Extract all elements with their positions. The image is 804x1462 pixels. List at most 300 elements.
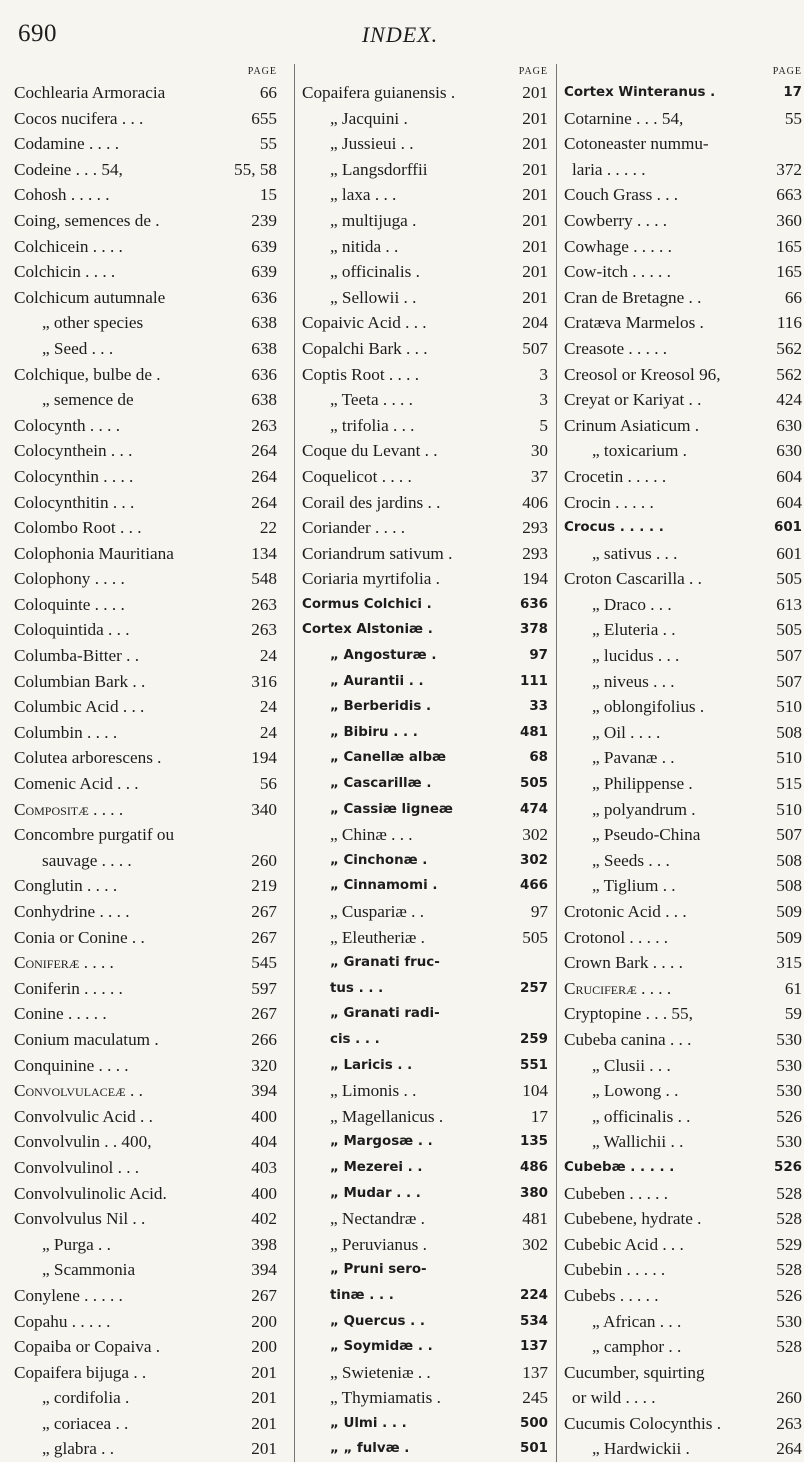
- entry-page-number: 394: [251, 1260, 277, 1280]
- entry-term: Cucumber, squirting: [564, 1362, 705, 1382]
- entry-term: „ Swieteniæ . .: [330, 1362, 431, 1382]
- entry-term: „ camphor . .: [592, 1337, 682, 1357]
- index-entry: [14, 490, 279, 516]
- entry-term: „ Scammonia: [42, 1260, 136, 1280]
- entry-page-number: 17: [783, 85, 802, 100]
- index-entry: [14, 643, 279, 669]
- entry-term: Colchicein . . . .: [14, 236, 123, 256]
- entry-page-number: 400: [251, 1183, 277, 1203]
- index-entry: [14, 950, 279, 976]
- entry-term: Colophonia Mauritiana: [14, 543, 174, 563]
- entry-term: Colchicin . . . .: [14, 262, 116, 282]
- entry-page-number: 320: [251, 1055, 277, 1075]
- entry-page-number: 530: [776, 1132, 802, 1152]
- index-entry: [302, 771, 550, 797]
- index-entry: [564, 1232, 804, 1258]
- entry-page-number: 638: [251, 338, 277, 358]
- page-number: 690: [18, 20, 57, 47]
- entry-term: „ Limonis . .: [330, 1081, 417, 1101]
- entry-term: „ Draco . . .: [592, 594, 672, 614]
- index-entry: [564, 848, 804, 874]
- entry-page-number: 515: [776, 774, 802, 794]
- index-entry: [14, 669, 279, 695]
- entry-page-number: 24: [259, 697, 277, 717]
- entry-page-number: 264: [251, 492, 277, 512]
- index-column-3: [556, 64, 804, 1462]
- entry-page-number: 55: [784, 108, 802, 128]
- entry-page-number: 481: [520, 724, 548, 740]
- index-entry: [302, 1027, 550, 1053]
- entry-page-number: 639: [251, 236, 277, 256]
- entry-page-number: 30: [530, 441, 548, 461]
- index-entry: [302, 1257, 550, 1283]
- index-entry: [14, 1181, 279, 1207]
- entry-page-number: 204: [522, 313, 548, 333]
- entry-page-number: 24: [259, 646, 277, 666]
- entry-term: Columba-Bitter . .: [14, 646, 140, 666]
- entry-page-number: 257: [520, 980, 548, 996]
- entry-term: tus . . .: [330, 980, 384, 996]
- entry-page-number: 267: [251, 902, 277, 921]
- index-entry: [302, 899, 550, 925]
- index-entry: [14, 541, 279, 567]
- entry-term: Crocin . . . . .: [564, 492, 654, 512]
- index-entry: [564, 822, 804, 848]
- index-entry: [14, 873, 279, 899]
- index-entry: [14, 1001, 279, 1027]
- entry-term: „ Purga . .: [42, 1234, 111, 1254]
- entry-term: „ semence de: [42, 390, 134, 410]
- entry-term: „ Granati radi-: [330, 1006, 440, 1022]
- entry-page-number: 56: [259, 774, 277, 794]
- index-entry: [564, 310, 804, 336]
- index-entry: [302, 490, 550, 516]
- entry-page-number: 501: [520, 1441, 548, 1457]
- entry-page-number: 259: [520, 1031, 548, 1047]
- entry-page-number: 302: [522, 1234, 548, 1254]
- entry-term: Coquelicot . . . .: [302, 466, 412, 486]
- index-entry: [14, 1385, 279, 1411]
- entry-page-number: 264: [776, 1439, 802, 1459]
- index-entry: [14, 566, 279, 592]
- index-entry: [564, 566, 804, 592]
- entry-page-number: 201: [522, 159, 548, 179]
- index-entry: [14, 771, 279, 797]
- index-entry: [302, 234, 550, 260]
- entry-page-number: 534: [520, 1313, 548, 1329]
- entry-page-number: 137: [522, 1362, 548, 1382]
- entry-term: „ cordifolia .: [42, 1388, 130, 1408]
- entry-term: Coniferin . . . . .: [14, 978, 123, 998]
- entry-term: „ Mudar . . .: [330, 1185, 421, 1201]
- entry-page-number: 466: [520, 878, 548, 894]
- entry-term: Cubebic Acid . . .: [564, 1234, 684, 1254]
- entry-page-number: 530: [776, 1311, 802, 1331]
- entry-term: „ multijuga .: [330, 210, 417, 230]
- index-entry: [302, 1053, 550, 1079]
- index-entry: [14, 1027, 279, 1053]
- index-entry: [564, 1078, 804, 1104]
- index-entry: [302, 541, 550, 567]
- index-column-2: [294, 64, 550, 1462]
- entry-page-number: 394: [251, 1081, 277, 1101]
- index-entry: [14, 464, 279, 490]
- entry-term: Conia or Conine . .: [14, 927, 145, 947]
- entry-page-number: 135: [520, 1134, 548, 1150]
- entry-page-number: 507: [522, 338, 548, 358]
- entry-page-number: 200: [251, 1311, 277, 1331]
- index-entry: [14, 899, 279, 925]
- entry-page-number: 201: [522, 210, 548, 230]
- entry-page-number: 630: [776, 415, 802, 435]
- entry-page-number: 639: [251, 262, 277, 282]
- entry-term: „ coriacea . .: [42, 1413, 129, 1433]
- index-entry: [302, 1206, 550, 1232]
- entry-term: „ Philippense .: [592, 774, 693, 794]
- entry-term: Concombre purgatif ou: [14, 825, 175, 845]
- entry-term: „ Pavanæ . .: [592, 748, 675, 768]
- entry-term: „ Peruvianus .: [330, 1234, 427, 1254]
- index-entry: [302, 1360, 550, 1386]
- index-entry: [564, 720, 804, 746]
- entry-term: cis . . .: [330, 1031, 380, 1047]
- index-entry: [14, 822, 279, 848]
- index-entry: [14, 848, 279, 874]
- entry-term: „ trifolia . . .: [330, 415, 415, 435]
- index-entry: [564, 490, 804, 516]
- entry-term: „ Laricis . .: [330, 1057, 413, 1073]
- index-entry: [14, 438, 279, 464]
- index-entry: [564, 1104, 804, 1130]
- entry-page-number: 663: [776, 185, 802, 205]
- index-entry: [14, 1129, 279, 1155]
- entry-term: „ Seed . . .: [42, 338, 114, 358]
- index-entry: [14, 694, 279, 720]
- entry-term: „ Eleutheriæ .: [330, 927, 425, 947]
- entry-page-number: 200: [251, 1337, 277, 1357]
- index-entry: [564, 413, 804, 439]
- index-entry: [302, 1334, 550, 1360]
- index-entry: [14, 387, 279, 413]
- entry-term: Cubeba canina . . .: [564, 1029, 692, 1049]
- entry-page-number: 194: [522, 569, 548, 589]
- entry-term: Cubeben . . . . .: [564, 1183, 669, 1203]
- entry-page-number: 378: [520, 622, 548, 638]
- entry-term: Colchicum autumnale: [14, 287, 166, 307]
- entry-term: Cortex Winteranus .: [564, 85, 716, 100]
- entry-page-number: 97: [529, 648, 548, 664]
- entry-term: Conium maculatum .: [14, 1029, 159, 1049]
- index-entry: [564, 1385, 804, 1411]
- index-entry: [14, 310, 279, 336]
- index-entry: [14, 1206, 279, 1232]
- entry-term: „ nitida . .: [330, 236, 399, 256]
- entry-term: „ Cinchonæ .: [330, 852, 428, 868]
- entry-term: „ Cinnamomi .: [330, 878, 438, 894]
- entry-page-number: 61: [784, 978, 802, 998]
- entry-term: „ officinalis . .: [592, 1106, 691, 1126]
- entry-term: Codeine . . . 54,: [14, 159, 123, 179]
- index-entry: [14, 131, 279, 157]
- entry-term: „ Jacquini .: [330, 108, 408, 128]
- entry-term: „ „ fulvæ .: [330, 1441, 410, 1457]
- entry-page-number: 562: [776, 338, 802, 358]
- index-entry: [302, 1078, 550, 1104]
- index-entry: [14, 1053, 279, 1079]
- entry-page-number: 505: [520, 776, 548, 792]
- index-entry: [14, 259, 279, 285]
- index-entry: [302, 1283, 550, 1309]
- entry-page-number: 545: [251, 953, 277, 973]
- entry-page-number: 526: [774, 1159, 802, 1175]
- entry-page-number: 526: [776, 1285, 802, 1305]
- index-entry: [14, 1155, 279, 1181]
- index-entry: [14, 208, 279, 234]
- index-entry: [14, 106, 279, 132]
- entry-term: Creosol or Kreosol 96,: [564, 364, 721, 384]
- entry-term: „ Wallichii . .: [592, 1132, 684, 1152]
- index-entry: [14, 413, 279, 439]
- entry-page-number: 194: [251, 748, 277, 768]
- entry-term: Cubebæ . . . . .: [564, 1159, 675, 1175]
- entry-term: „ toxicarium .: [592, 441, 687, 461]
- index-entry: [564, 541, 804, 567]
- entry-term: Conquinine . . . .: [14, 1055, 129, 1075]
- index-entry: [302, 464, 550, 490]
- entry-page-number: 510: [776, 697, 802, 717]
- index-entry: [564, 1053, 804, 1079]
- entry-term: „ glabra . .: [42, 1439, 115, 1459]
- index-entry: [302, 1436, 550, 1462]
- entry-term: Corail des jardins . .: [302, 492, 441, 512]
- entry-page-number: 402: [251, 1209, 277, 1229]
- entry-term: Cotoneaster nummu-: [564, 134, 709, 154]
- entry-term: Cocos nucifera . . .: [14, 108, 144, 128]
- entry-page-number: 630: [776, 441, 802, 461]
- entry-term: Cochlearia Armoracia: [14, 83, 166, 102]
- index-entry: [564, 515, 804, 541]
- entry-term: Convolvulaceæ . .: [14, 1081, 143, 1101]
- entry-page-number: 372: [776, 159, 802, 179]
- entry-page-number: 500: [520, 1415, 548, 1431]
- index-entry: [14, 1309, 279, 1335]
- entry-page-number: 239: [251, 210, 277, 230]
- running-title: INDEX.: [361, 22, 439, 47]
- entry-term: Colocynthin . . . .: [14, 466, 134, 486]
- entry-page-number: 508: [776, 850, 802, 870]
- entry-term: Conylene . . . . .: [14, 1285, 123, 1305]
- entry-term: Copahu . . . . .: [14, 1311, 111, 1331]
- entry-term: Cratæva Marmelos .: [564, 313, 704, 333]
- index-entry: [564, 1411, 804, 1437]
- index-entry: [302, 1181, 550, 1207]
- index-entry: [564, 182, 804, 208]
- column-page-label: PAGE: [247, 66, 277, 77]
- entry-term: Coloquinte . . . .: [14, 594, 125, 614]
- index-entry: [302, 1104, 550, 1130]
- index-entry: [564, 336, 804, 362]
- index-entry: [14, 515, 279, 541]
- entry-term: Coing, semences de .: [14, 210, 160, 230]
- index-entry: [564, 950, 804, 976]
- index-entry: [302, 1155, 550, 1181]
- entry-term: „ Eluteria . .: [592, 620, 676, 640]
- entry-page-number: 551: [520, 1057, 548, 1073]
- entry-page-number: 263: [251, 415, 277, 435]
- entry-page-number: 37: [530, 466, 548, 486]
- index-entry: [14, 797, 279, 823]
- index-entry: [302, 925, 550, 951]
- entry-page-number: 201: [522, 262, 548, 282]
- entry-term: Colombo Root . . .: [14, 518, 142, 538]
- entry-term: Conine . . . . .: [14, 1004, 107, 1024]
- index-entry: [302, 131, 550, 157]
- entry-page-number: 302: [520, 852, 548, 868]
- index-entry: [14, 1104, 279, 1130]
- entry-term: Columbian Bark . .: [14, 671, 146, 691]
- entry-term: or wild . . . .: [572, 1388, 656, 1408]
- entry-term: Copaifera bijuga . .: [14, 1362, 147, 1382]
- index-entry: [564, 157, 804, 183]
- index-entry: [302, 1309, 550, 1335]
- entry-page-number: 340: [251, 799, 277, 819]
- index-entry: [302, 848, 550, 874]
- entry-term: „ Quercus . .: [330, 1313, 426, 1329]
- entry-page-number: 97: [530, 902, 548, 921]
- entry-page-number: 33: [529, 699, 548, 715]
- entry-term: Crinum Asiaticum .: [564, 415, 700, 435]
- entry-page-number: [273, 822, 279, 848]
- entry-page-number: 403: [251, 1157, 277, 1177]
- entry-term: „ officinalis .: [330, 262, 420, 282]
- entry-page-number: 116: [776, 313, 802, 333]
- entry-page-number: 604: [776, 466, 802, 486]
- entry-page-number: 507: [776, 825, 802, 845]
- entry-page-number: 224: [520, 1287, 548, 1303]
- entry-term: laria . . . . .: [572, 159, 646, 179]
- entry-page-number: 613: [776, 594, 802, 614]
- entry-page-number: 636: [251, 364, 277, 384]
- index-entry: [564, 797, 804, 823]
- index-entry: [14, 336, 279, 362]
- index-entry: [302, 1232, 550, 1258]
- entry-term: Convolvulic Acid . .: [14, 1106, 153, 1126]
- page-header: [0, 20, 800, 56]
- entry-page-number: 15: [259, 185, 277, 205]
- entry-term: „ Ulmi . . .: [330, 1415, 407, 1431]
- entry-page-number: 66: [784, 287, 802, 307]
- entry-page-number: [798, 131, 804, 157]
- entry-page-number: 201: [522, 287, 548, 307]
- entry-page-number: 55: [259, 134, 277, 154]
- entry-page-number: 604: [776, 492, 802, 512]
- entry-page-number: 400: [251, 1106, 277, 1126]
- entry-page-number: 510: [776, 799, 802, 819]
- entry-term: „ Jussieui . .: [330, 134, 414, 154]
- entry-term: Crotonol . . . . .: [564, 927, 669, 947]
- entry-page-number: 219: [251, 876, 277, 896]
- entry-term: Copaiba or Copaiva .: [14, 1337, 161, 1357]
- index-entry: [564, 106, 804, 132]
- entry-term: Crocus . . . . .: [564, 520, 664, 536]
- entry-term: Crown Bark . . . .: [564, 953, 683, 973]
- index-entry: [302, 976, 550, 1002]
- index-entry: [564, 592, 804, 618]
- index-entry: [302, 1129, 550, 1155]
- entry-term: Comenic Acid . . .: [14, 774, 139, 794]
- entry-page-number: 201: [251, 1362, 277, 1382]
- index-entry: [14, 285, 279, 311]
- entry-term: Copaifera guianensis .: [302, 83, 456, 102]
- entry-term: „ Lowong . .: [592, 1081, 679, 1101]
- index-entry: [564, 1181, 804, 1207]
- entry-page-number: [798, 1360, 804, 1386]
- entry-page-number: 530: [776, 1055, 802, 1075]
- entry-page-number: 562: [776, 364, 802, 384]
- entry-page-number: 137: [520, 1339, 548, 1355]
- entry-term: Convolvulin . . 400,: [14, 1132, 152, 1152]
- entry-page-number: 510: [776, 748, 802, 768]
- entry-page-number: 360: [776, 210, 802, 230]
- entry-page-number: 638: [251, 390, 277, 410]
- entry-page-number: 165: [776, 262, 802, 282]
- entry-page-number: 528: [776, 1260, 802, 1280]
- index-entry: [564, 438, 804, 464]
- entry-page-number: 3: [539, 390, 548, 410]
- index-entry: [302, 566, 550, 592]
- entry-page-number: 260: [251, 850, 277, 870]
- index-entry: [564, 1027, 804, 1053]
- entry-page-number: 509: [776, 927, 802, 947]
- entry-page-number: 22: [259, 518, 277, 538]
- index-entry: [302, 669, 550, 695]
- index-entry: [564, 1283, 804, 1309]
- entry-term: „ Canellæ albæ: [330, 750, 447, 766]
- index-entry: [564, 643, 804, 669]
- entry-page-number: 302: [522, 825, 548, 845]
- entry-page-number: 526: [776, 1106, 802, 1126]
- index-entry: [14, 80, 279, 106]
- index-entry: [564, 745, 804, 771]
- index-entry: [14, 1411, 279, 1437]
- entry-page-number: 404: [251, 1132, 277, 1152]
- entry-page-number: 263: [776, 1413, 802, 1433]
- index-entry: [14, 1360, 279, 1386]
- index-entry: [564, 1334, 804, 1360]
- index-entry: [302, 797, 550, 823]
- entry-page-number: 636: [520, 596, 548, 612]
- entry-page-number: 165: [776, 236, 802, 256]
- entry-term: Creyat or Kariyat . .: [564, 390, 702, 410]
- entry-term: Coriander . . . .: [302, 518, 406, 538]
- index-entry: [302, 592, 550, 618]
- entry-term: „ Thymiamatis .: [330, 1388, 441, 1408]
- index-entry: [14, 925, 279, 951]
- column-page-label: PAGE: [518, 66, 548, 77]
- entry-term: Colocynth . . . .: [14, 415, 120, 435]
- entry-page-number: 548: [251, 569, 277, 589]
- index-entry: [14, 745, 279, 771]
- entry-term: Cotarnine . . . 54,: [564, 108, 684, 128]
- index-entry: [302, 643, 550, 669]
- entry-page-number: 486: [520, 1159, 548, 1175]
- entry-page-number: 601: [776, 543, 802, 563]
- index-entry: [302, 438, 550, 464]
- entry-page-number: 201: [522, 108, 548, 128]
- entry-term: Coriaria myrtifolia .: [302, 569, 440, 589]
- index-entry: [14, 1283, 279, 1309]
- entry-term: sauvage . . . .: [42, 850, 132, 870]
